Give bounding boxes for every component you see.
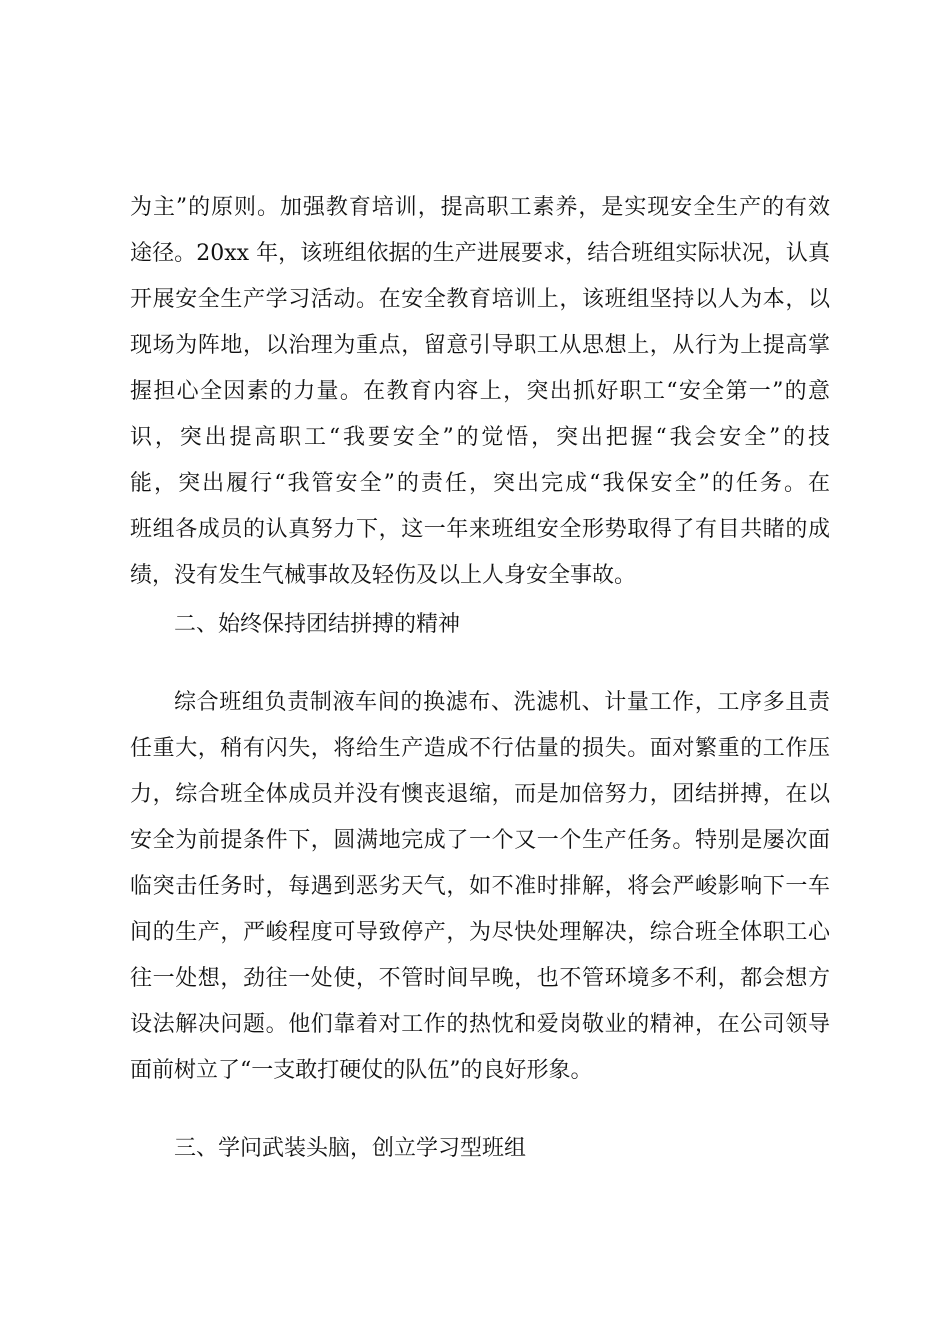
paragraph-line: 能，突出履行“我管安全”的责任，突出完成“我保安全”的任务。在 xyxy=(130,471,830,496)
paragraph-line: 综合班组负责制液车间的换滤布、洗滤机、计量工作，工序多且责 xyxy=(174,690,830,715)
paragraph-line: 设法解决问题。他们靠着对工作的热忱和爱岗敬业的精神，在公司领导 xyxy=(130,1012,830,1037)
section-heading: 二、始终保持团结拼搏的精神 xyxy=(174,612,461,637)
paragraph-line: 途径。20xx 年，该班组依据的生产进展要求，结合班组实际状况，认真 xyxy=(130,241,830,266)
paragraph-line: 间的生产，严峻程度可导致停产，为尽快处理解决，综合班全体职工心 xyxy=(130,920,830,945)
paragraph-line: 握担心全因素的力量。在教育内容上，突出抓好职工“安全第一”的意 xyxy=(130,379,830,404)
paragraph-line: 为主”的原则。加强教育培训，提高职工素养，是实现安全生产的有效 xyxy=(130,195,830,220)
paragraph-line: 面前树立了“一支敢打硬仗的队伍”的良好形象。 xyxy=(130,1058,593,1083)
paragraph-line: 任重大，稍有闪失，将给生产造成不行估量的损失。面对繁重的工作压 xyxy=(130,736,830,761)
paragraph-line: 力，综合班全体成员并没有懊丧退缩，而是加倍努力，团结拼搏，在以 xyxy=(130,782,830,807)
paragraph-line: 现场为阵地，以治理为重点，留意引导职工从思想上，从行为上提高掌 xyxy=(130,333,830,358)
paragraph-line: 往一处想，劲往一处使，不管时间早晚，也不管环境多不利，都会想方 xyxy=(130,966,830,991)
section-heading: 三、学问武装头脑，创立学习型班组 xyxy=(174,1136,527,1161)
paragraph-line: 安全为前提条件下，圆满地完成了一个又一个生产任务。特别是屡次面 xyxy=(130,828,830,853)
paragraph-line: 开展安全生产学习活动。在安全教育培训上，该班组坚持以人为本，以 xyxy=(130,287,830,312)
paragraph-line: 临突击任务时，每遇到恶劣天气，如不准时排解，将会严峻影响下一车 xyxy=(130,874,830,899)
paragraph-line: 绩，没有发生气械事故及轻伤及以上人身安全事故。 xyxy=(130,563,637,588)
paragraph-line: 识，突出提高职工“我要安全”的觉悟，突出把握“我会安全”的技 xyxy=(130,425,830,450)
paragraph-line: 班组各成员的认真努力下，这一年来班组安全形势取得了有目共睹的成 xyxy=(130,517,830,542)
